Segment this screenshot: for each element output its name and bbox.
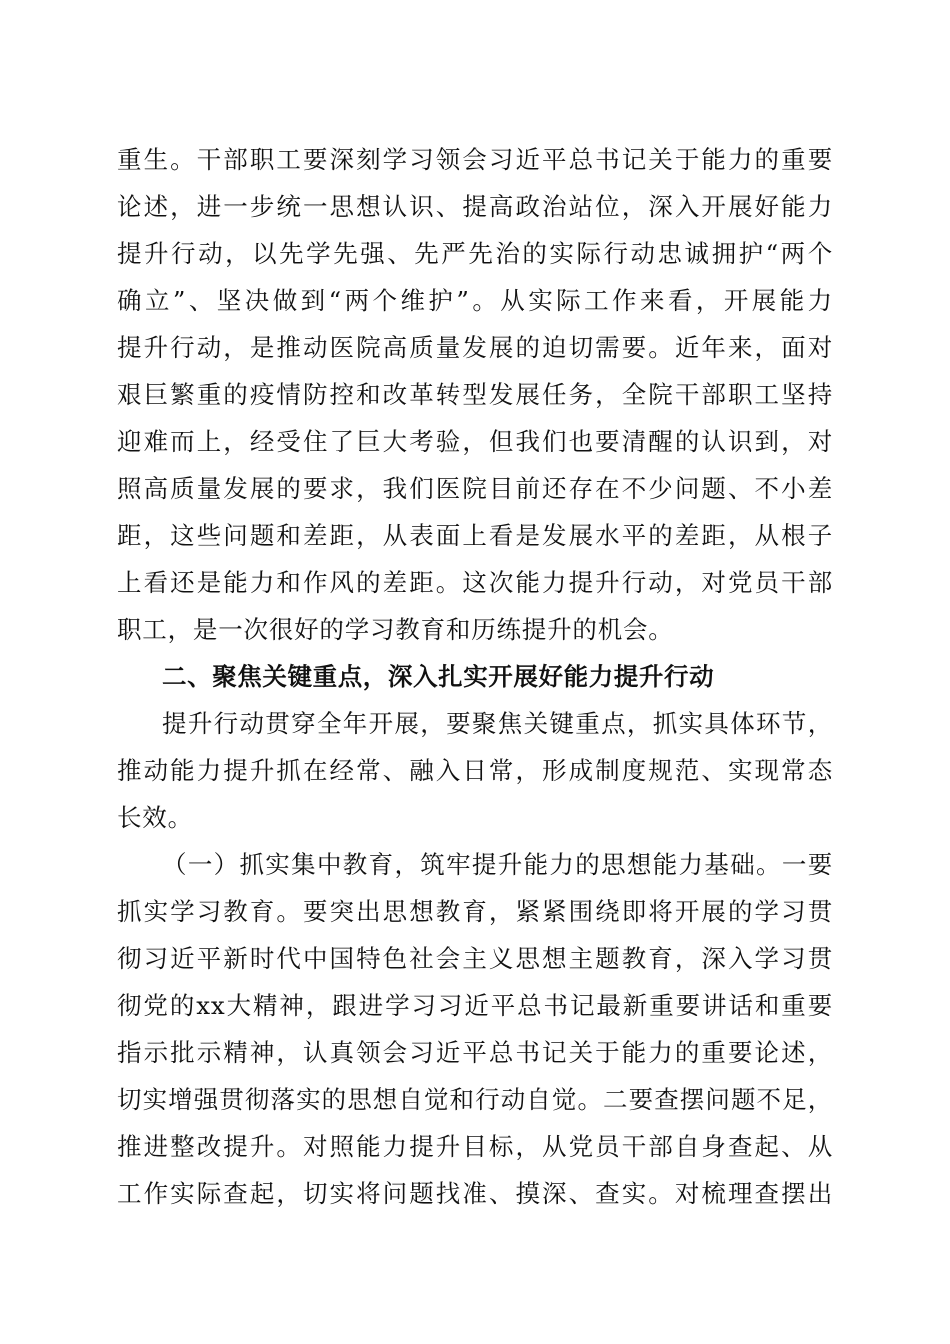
paragraph-line: 确立”、坚决做到“两个维护”。从实际工作来看，开展能力 [117,286,833,315]
paragraph-line: 提升行动，是推动医院高质量发展的迫切需要。近年来，面对 [117,333,833,362]
paragraph-line: 职工，是一次很好的学习教育和历练提升的机会。 [117,615,674,644]
paragraph-line: 彻党的xx大精神，跟进学习习近平总书记最新重要讲话和重要 [117,991,833,1020]
section-heading: 二、聚焦关键重点，深入扎实开展好能力提升行动 [162,662,715,691]
paragraph-line: 艰巨繁重的疫情防控和改革转型发展任务，全院干部职工坚持 [117,380,833,409]
paragraph-line: 抓实学习教育。要突出思想教育，紧紧围绕即将开展的学习贯 [117,897,833,926]
paragraph-line: 上看还是能力和作风的差距。这次能力提升行动，对党员干部 [117,568,833,597]
paragraph-line: 切实增强贯彻落实的思想自觉和行动自觉。二要查摆问题不足， [117,1085,833,1114]
paragraph-line: 长效。 [117,803,193,832]
paragraph-line: 迎难而上，经受住了巨大考验，但我们也要清醒的认识到，对 [117,427,833,456]
paragraph-line: 重生。干部职工要深刻学习领会习近平总书记关于能力的重要 [117,145,833,174]
paragraph-line: 推动能力提升抓在经常、融入日常，形成制度规范、实现常态 [117,756,833,785]
paragraph-line: 距，这些问题和差距，从表面上看是发展水平的差距，从根子 [117,521,833,550]
paragraph-line: 工作实际查起，切实将问题找准、摸深、查实。对梳理查摆出 [117,1179,833,1208]
paragraph-line: 提升行动，以先学先强、先严先治的实际行动忠诚拥护“两个 [117,239,833,268]
paragraph-line: 照高质量发展的要求，我们医院目前还存在不少问题、不小差 [117,474,833,503]
paragraph-line: 论述，进一步统一思想认识、提高政治站位，深入开展好能力 [117,192,833,221]
paragraph-line: 彻习近平新时代中国特色社会主义思想主题教育，深入学习贯 [117,944,833,973]
paragraph-line: 推进整改提升。对照能力提升目标，从党员干部自身查起、从 [117,1132,833,1161]
subsection-paragraph-line: （一）抓实集中教育，筑牢提升能力的思想能力基础。一要 [162,850,833,879]
paragraph-line: 指示批示精神，认真领会习近平总书记关于能力的重要论述， [117,1038,833,1067]
paragraph-line: 提升行动贯穿全年开展，要聚焦关键重点，抓实具体环节， [162,709,833,738]
